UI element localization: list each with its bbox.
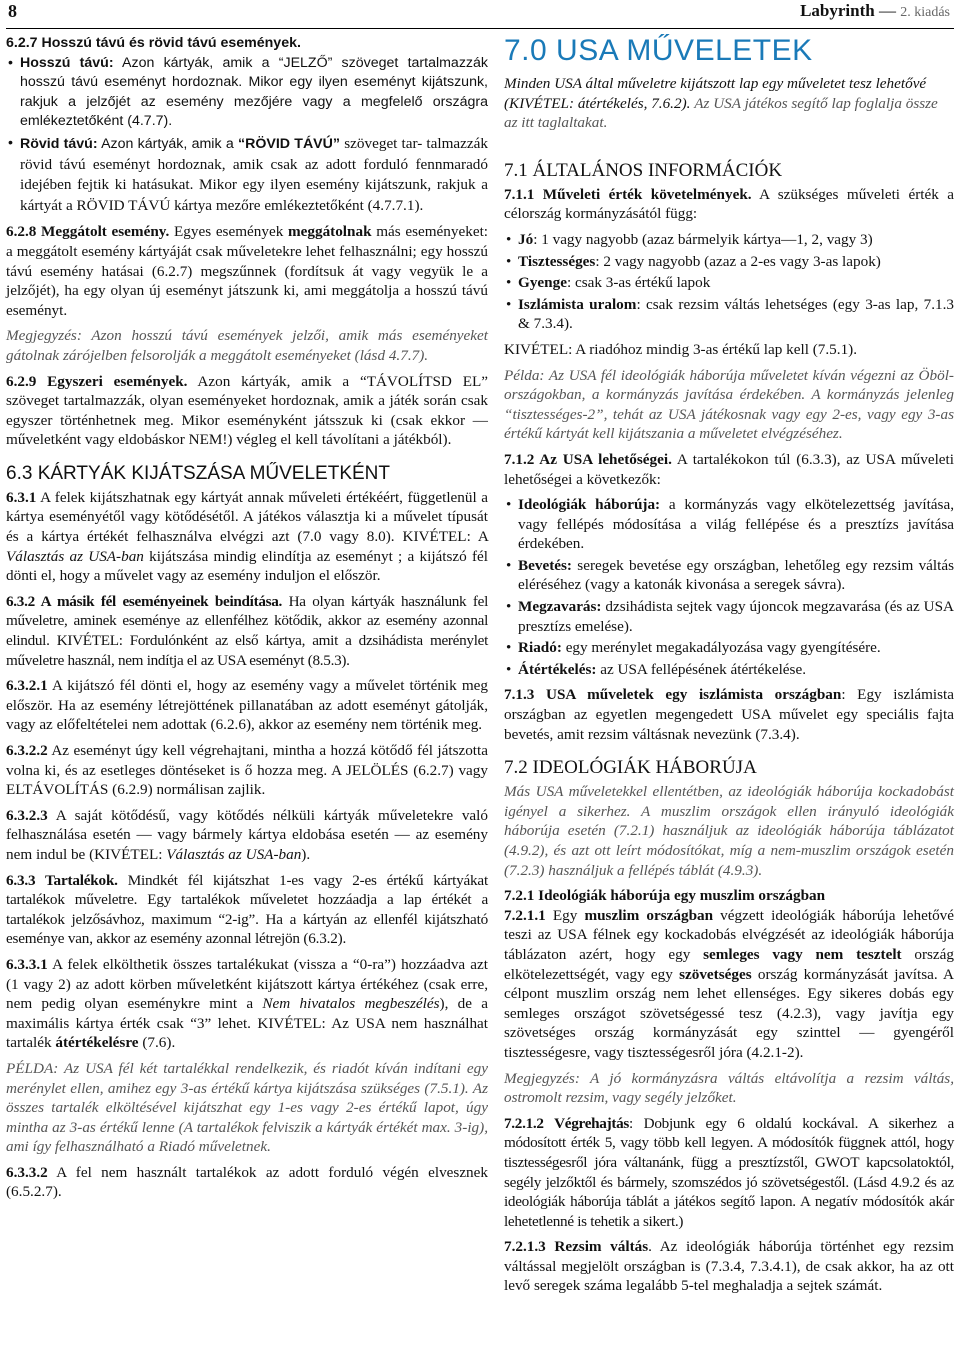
list-item: [504, 295, 954, 334]
list-item: [504, 556, 954, 595]
left-column: [6, 34, 488, 1208]
header-title: Labyrinth — 2. kiadás: [800, 1, 950, 20]
paragraph-713: 7.1.3 USA műveletek egy iszlámista országban: Egy iszlámista országban az egyetlen megengedett USA művelet egy speciális fajta bevetés, amit rezsim váltásnak nevezünk (7.3.4).: [504, 686, 954, 743]
paragraph-711: 7.1.1 Műveleti érték követelmények. A szükséges műveleti érték a célország kormányzásától függ:: [504, 185, 954, 223]
operations-list: [504, 495, 954, 679]
paragraph-628: 6.2.8 Meggátolt esemény. Egyes események meggátolnak más eseményeket: a meggátolt esemény kártyáját csak műveletekre lehet felhasználni; egy hosszú távú esemény hatásai (6.2.7) megszűnnek (fordítsuk át vagy vegyük le a jelzőjét), ha egy olyan új eseményt játszunk ki, ami meggátolja a hosszú távú eseményt.: [6, 223, 489, 319]
list-item: [504, 638, 954, 658]
example-box: PÉLDA: Az USA fél két tartalékkal rendelkezik, és riadót kíván indítani egy merénylet ellen, amihez egy 3-as értékű kártya kijátszása szükséges (7.5.1). Az összes tartalék elköltésével kijátszhat egy 1-es vagy 2-es értékű lapot, úgy mintha az 3-as értékű lenne (A tartalékok felviszik a kártyák értékét max. 3-ig), ami így felhasználható a Riadó műveletnek.: [6, 1059, 488, 1156]
edition-label: 2. kiadás: [900, 5, 950, 20]
paragraph-7211: 7.2.1.1 Egy muszlim országban végzett ideológiák háborúja lehetővé teszi az USA félnek egy kockadobás elvégzését az ideológiák háborúja táblázaton azért, hogy egy semleges vagy nem tesztelt ország elkötelezettségét, vagy egy szövetséges ország kormányzását javítsa. A célpont muszlim ország nem lehet ellenséges. Egy sikeres dobás egy semleges országot szövetségessé tesz (4.2.3), vagy javítja egy szövetséges ország kormányzását egy szinttel — gyengéről tisztességesre, vagy tisztességesről jóra (4.2.1-2).: [504, 906, 955, 1061]
bullet-list-627: [6, 54, 488, 217]
chapter-heading-70: 7.0 USA MŰVELETEK: [504, 34, 813, 67]
list-item-label: Bevetés:: [518, 556, 572, 574]
list-item-text: seregek bevetése egy országban, lehetőleg egy rezsim váltás eléréséhez (vagy a katonák kivonása a seregek sávra).: [518, 556, 954, 594]
list-item-label: Tisztességes: [518, 252, 596, 270]
right-column: [504, 34, 954, 1302]
list-item: • Rövid távú: Azon kártyák, amik a “RÖVID TÁVÚ” szöveget tar- talmazzák rövid távú eseményt hordoznak, amik csak az adott forduló fennmaradó idejében fejtik ki hatásukat. Mikor egy ilyen esemény kijátszunk, rakjuk a kártyát a RÖVID TÁVÚ kártya mezőre emlékeztetőként (4.7.7.1).: [6, 134, 488, 216]
paragraph-6322: 6.3.2.2 Az eseményt úgy kell végrehajtani, mintha a hozzá kötődő fél játszotta volna ki, és az esetleges döntéseket is ő hozza meg. A JELÖLÉS (6.2.7) vagy ELTÁVOLÍTÁS (6.2.9) normálisan zajlik.: [6, 742, 488, 799]
list-item: [504, 230, 954, 250]
book-title: Labyrinth: [800, 1, 875, 20]
note-628: Megjegyzés: Azon hosszú távú események jelzői, amik más eseményeket gátolnak zárójelben felsorolják a meggátolt eseményeket (lásd 4.7.7).: [6, 327, 488, 364]
section-heading-71: 7.1 ÁLTALÁNOS INFORMÁCIÓK: [504, 159, 783, 181]
list-item: [504, 660, 954, 680]
list-item-text: egy merénylet megakadályozása vagy gyengítésére.: [561, 639, 881, 657]
list-item-label: Riadó:: [518, 639, 562, 657]
list-item: [504, 597, 954, 636]
list-item: [504, 495, 954, 554]
section-heading-72: 7.2 IDEOLÓGIÁK HÁBORÚJA: [504, 757, 757, 779]
paragraph-6323: 6.3.2.3 A saját kötődésű, vagy kötődés nélküli kártyák műveletekre való felhasználása esetén — vagy bármely kártya eldobása esetén — az esemény nem indul be (KIVÉTEL: Választás az USA-ban).: [6, 806, 488, 863]
paragraph-631: 6.3.1 A felek kijátszhatnak egy kártyát annak műveleti értékéért, függetlenül a kártya eseményétől vagy kötődésétől. A játékos választja ki a művelet típusát és a kártya értékét felhasználva elvégzi azt (7.0 vagy 8.0). KIVÉTEL: A Választás az USA-ban kijátszása mindig elindítja az eseményt ; a kijátszó fél dönti el, hogy a művelet vagy az esemény induljon el először.: [6, 488, 489, 585]
list-item-text: : csak rezsim váltás lehetséges (egy 3-as lap, 7.1.3 & 7.3.4).: [518, 295, 954, 333]
intro-72: Más USA műveletekkel ellentétben, az ideológiák háborúja kockadobást igényel a sikerhez. A muszlim országok ellen irányuló ideológiák háborúja esetén (7.2.1) használjuk az ideológiák háborúja táblázatot (4.9.2), és azt ott leírt módosítókat, míg a nem-muszlim országok esetén (7.2.3) használjuk a fellépés táblát (4.9.3).: [504, 783, 954, 879]
list-item-text: dzsihádista sejtek vagy újoncok megzavarása (és az USA presztízs emelése).: [518, 598, 954, 635]
exception-711: KIVÉTEL: A riadóhoz mindig 3-as értékű lap kell (7.5.1).: [504, 340, 858, 358]
list-item-label: Gyenge: [518, 274, 567, 292]
paragraph-7213: 7.2.1.3 Rezsim váltás. Az ideológiák háborúja történhet egy rezsim váltással megjelölt országban is (7.3.4, 7.3.4.1), de csak akkor, ha az ott levő seregek száma legalább 5-tel meghaladja a sejtek számát.: [504, 1238, 954, 1295]
list-item-label: Átértékelés:: [518, 660, 597, 678]
paragraph-6331: 6.3.3.1 A felek elkölthetik összes tartalékukat (vissza a “0-ra”) hozzáadva azt (1 vagy 2) az adott körben műveletként kijátszott kártya értékéhez (csak erre, nem pedig olyan eseménykre mint a Nem hivatalos megbeszélés), de a maximális kártya érték csak “3” lehet. KIVÉTEL: Az USA nem használhat tartalék átértékelésre (7.6).: [6, 955, 489, 1052]
section-heading-627: 6.2.7 Hosszú távú és rövid távú események.: [6, 35, 301, 51]
paragraph-629: 6.2.9 Egyszeri események. Azon kártyák, amik a “TÁVOLÍTSD EL” szöveget tartalmazzák, olyan eseményeket hordoznak, amik a játék során csak egyszer történhetnek meg. Mikor eseményként játsszuk ki (csak ekkor — műveletként vagy eldobáskor NEM!) végleg el kell távolítani a játékból).: [6, 372, 488, 449]
note-7211: Megjegyzés: A jó kormányzásra váltás eltávolítja a rezsim váltás, ostromolt rezsim, vagy segély jelzőket.: [504, 1069, 954, 1107]
page-number: 8: [8, 1, 17, 21]
list-item-label: Jó: [518, 230, 534, 248]
paragraph-6321: 6.3.2.1 A kijátszó fél dönti el, hogy az esemény vagy a művelet történik meg először. Ha az esemény létrejöttének pillanatában az adott eseményt gátolják, vagy az előfeltételei nem adottak (6.2.6), akkor az esemény nem történik meg.: [6, 677, 488, 734]
list-item-label: Ideológiák háborúja:: [518, 496, 661, 514]
list-item-text: az USA fellépésének átértékelése.: [596, 660, 806, 678]
list-item-text: : csak 3-as értékű lapok: [566, 274, 711, 292]
list-item-text: a kormányzás vagy elkötelezettség javítása, vagy fellépés módosítása a világ fellépése és a presztízs javítása érdekében.: [518, 496, 954, 553]
paragraph-712: 7.1.2 Az USA lehetőségei. A tartalékokon túl (6.3.3), az USA műveleti lehetőségei a következők:: [504, 450, 954, 488]
paragraph-633: 6.3.3 Tartalékok. Mindkét fél kijátszhat 1-es vagy 2-es értékű kártyákat tartalékok műveletre. Egy tartalékok műveletet hozzáadja a lap értékét a tartalékok jelzősávhoz, maximum “2-ig”. Ha a kártyán az ellenfél kijátszható eseménye van, akkor az esemény azonnal létrejön (6.3.2).: [6, 871, 488, 948]
paragraph-7212: 7.2.1.2 Végrehajtás: Dobjunk egy 6 oldalú kockával. A sikerhez a módosított érték 5, vagy több kell legyen. A módosítók függnek attól, hogy tisztességesről jóra váltanánk, függ a presztízstől, GWOT kapcsolatoktól, segély jelzőktől és bármely, szomszédos jó szövetségestől. (Lásd 4.9.2 és az ideológiák háborúja táblát a játékos segítő lapon. A negatív módosítók akár lehetetlenné is tehetik a sikert.): [504, 1114, 954, 1230]
list-item-label: Megzavarás:: [518, 598, 602, 616]
list-item-text: : 2 vagy nagyobb (azaz a 2-es vagy 3-as lapok): [595, 252, 881, 270]
requirement-list: [504, 230, 954, 334]
paragraph-632: 6.3.2 A másik fél eseményeinek beindítása. Ha olyan kártyák használunk fel műveletre, aminek eseménye az ellenfélhez kötődik, akkor az esemény azonnal elindul. KIVÉTEL: Fordulónként az első kártya, amit a dzsihádista merénylet műveletre használ, nem indítja el az USA eseményt (8.5.3).: [6, 592, 488, 669]
example-711: Példa: Az USA fél ideológiák háborúja műveletet kíván végezni az Öböl-országokban, a kormányzás javítása érdekében. A kormányzás jelenleg “tisztességes-2”, tehát az USA játékosnak vagy egy 2-es, vagy egy 3-as értékű kártyát kell kijátszania a műveletet elvégzéséhez.: [504, 366, 954, 443]
list-item-label: Iszlámista uralom: [518, 295, 637, 313]
page-header: [6, 0, 954, 29]
section-heading-63: 6.3 KÁRTYÁK KIJÁTSZÁSA MŰVELETKÉNT: [6, 462, 390, 484]
list-item: [504, 273, 954, 293]
list-item: [504, 252, 954, 272]
paragraph-6332: 6.3.3.2 A fel nem használt tartalékok az adott forduló végén elvesznek (6.5.2.7).: [6, 1163, 488, 1201]
intro-70: Minden USA által műveletre kijátszott lap egy műveletet tesz lehetővé (KIVÉTEL: átértékelés, 7.6.2). Az USA játékos segítő lap foglalja össze az itt taglaltakat.: [504, 75, 938, 132]
heading-721: 7.2.1 Ideológiák háborúja egy muszlim országban: [504, 887, 826, 905]
list-item-text: : 1 vagy nagyobb (azaz bármelyik kártya—1, 2, vagy 3): [533, 230, 873, 248]
list-item: • Hosszú távú: Azon kártyák, amik a “JELZŐ” szöveget tartalmazzák hosszú távú eseményt hordoznak. Mikor egy ilyen eseményt kijátszunk, rakjuk a jelzőjét az esemény mezőjére vagy a megfelelő országra emlékeztetőként (4.7.7).: [6, 54, 488, 132]
